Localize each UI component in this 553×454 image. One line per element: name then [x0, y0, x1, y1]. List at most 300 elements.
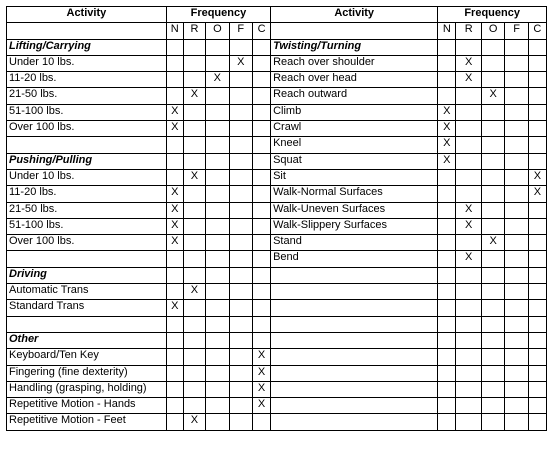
frequency-cell-c	[528, 137, 546, 153]
table-row	[7, 414, 547, 430]
frequency-mark-c: X	[528, 186, 546, 202]
frequency-cell-o	[481, 251, 504, 267]
frequency-cell-n	[438, 332, 456, 348]
frequency-cell-f	[229, 284, 252, 300]
activity-label	[271, 414, 438, 430]
activity-label: Stand	[271, 235, 438, 251]
frequency-cell-o	[481, 121, 504, 137]
frequency-cell-f	[505, 121, 528, 137]
frequency-cell-n	[166, 332, 183, 348]
frequency-cell-n	[438, 218, 456, 234]
activity-label: Fingering (fine dexterity)	[7, 365, 167, 381]
frequency-cell-f	[229, 365, 252, 381]
frequency-cell-c	[252, 332, 270, 348]
frequency-cell-r	[456, 316, 482, 332]
table-row	[7, 137, 547, 153]
frequency-cell-f	[505, 186, 528, 202]
frequency-cell-f	[229, 169, 252, 185]
table-row	[7, 398, 547, 414]
frequency-cell-c	[252, 121, 270, 137]
table-row	[7, 55, 547, 71]
frequency-cell-o	[481, 39, 504, 55]
frequency-cell-f	[229, 202, 252, 218]
frequency-mark-n: X	[166, 235, 183, 251]
frequency-mark-n: X	[438, 104, 456, 120]
frequency-cell-f	[229, 137, 252, 153]
activity-label	[271, 300, 438, 316]
frequency-mark-n: X	[438, 137, 456, 153]
frequency-cell-o	[481, 186, 504, 202]
table-row	[7, 316, 547, 332]
frequency-cell-r	[183, 251, 205, 267]
activity-label: 21-50 lbs.	[7, 88, 167, 104]
frequency-cell-n	[166, 39, 183, 55]
frequency-cell-o	[206, 186, 229, 202]
frequency-cell-c	[528, 55, 546, 71]
freq-col-o-right: O	[481, 23, 504, 39]
frequency-cell-n	[438, 251, 456, 267]
table-row	[7, 349, 547, 365]
frequency-cell-f	[505, 398, 528, 414]
frequency-cell-n	[438, 316, 456, 332]
blank-cell	[7, 23, 167, 39]
frequency-cell-o	[206, 169, 229, 185]
frequency-cell-o	[206, 235, 229, 251]
table-row	[7, 365, 547, 381]
activity-label: Reach over head	[271, 72, 438, 88]
frequency-cell-n	[166, 316, 183, 332]
frequency-cell-r	[183, 104, 205, 120]
frequency-cell-c	[252, 251, 270, 267]
activity-label: Walk-Slippery Surfaces	[271, 218, 438, 234]
frequency-cell-f	[505, 88, 528, 104]
frequency-cell-c	[252, 414, 270, 430]
frequency-cell-c	[252, 202, 270, 218]
activity-label	[7, 137, 167, 153]
frequency-cell-c	[528, 316, 546, 332]
frequency-cell-c	[252, 104, 270, 120]
frequency-cell-f	[505, 332, 528, 348]
frequency-cell-r	[183, 349, 205, 365]
frequency-cell-r	[456, 365, 482, 381]
activity-label: Handling (grasping, holding)	[7, 381, 167, 397]
frequency-cell-c	[528, 235, 546, 251]
frequency-cell-n	[438, 365, 456, 381]
frequency-cell-n	[166, 72, 183, 88]
frequency-mark-r: X	[183, 414, 205, 430]
activity-label	[271, 381, 438, 397]
frequency-cell-r	[183, 218, 205, 234]
frequency-cell-f	[229, 251, 252, 267]
frequency-cell-f	[505, 267, 528, 283]
table-row	[7, 202, 547, 218]
frequency-cell-r	[456, 153, 482, 169]
frequency-cell-o	[481, 284, 504, 300]
activity-label: Climb	[271, 104, 438, 120]
frequency-cell-c	[252, 169, 270, 185]
frequency-cell-o	[481, 300, 504, 316]
frequency-mark-r: X	[456, 72, 482, 88]
table-row	[7, 284, 547, 300]
frequency-cell-c	[252, 267, 270, 283]
frequency-cell-f	[505, 284, 528, 300]
frequency-cell-r	[183, 121, 205, 137]
activity-label: Standard Trans	[7, 300, 167, 316]
frequency-cell-c	[528, 218, 546, 234]
activity-label	[271, 365, 438, 381]
frequency-cell-o	[206, 349, 229, 365]
frequency-mark-r: X	[183, 284, 205, 300]
frequency-cell-f	[229, 104, 252, 120]
freq-col-r-left: R	[183, 23, 205, 39]
activity-label: Repetitive Motion - Feet	[7, 414, 167, 430]
activity-header-left: Activity	[7, 7, 167, 23]
frequency-cell-r	[456, 349, 482, 365]
frequency-mark-c: X	[252, 365, 270, 381]
frequency-cell-o	[481, 55, 504, 71]
frequency-cell-r	[183, 186, 205, 202]
frequency-cell-c	[252, 39, 270, 55]
frequency-cell-r	[183, 267, 205, 283]
activity-label	[271, 332, 438, 348]
frequency-mark-f: X	[229, 55, 252, 71]
frequency-cell-f	[229, 316, 252, 332]
activity-label: 51-100 lbs.	[7, 218, 167, 234]
frequency-cell-o	[481, 218, 504, 234]
frequency-cell-f	[229, 398, 252, 414]
frequency-mark-r: X	[456, 251, 482, 267]
freq-col-c-left: C	[252, 23, 270, 39]
frequency-cell-c	[528, 365, 546, 381]
frequency-mark-o: X	[481, 88, 504, 104]
table-row	[7, 121, 547, 137]
frequency-cell-n	[166, 398, 183, 414]
frequency-mark-c: X	[528, 169, 546, 185]
frequency-cell-f	[505, 414, 528, 430]
frequency-cell-f	[229, 381, 252, 397]
frequency-cell-n	[438, 169, 456, 185]
activity-label: 21-50 lbs.	[7, 202, 167, 218]
frequency-cell-r	[456, 39, 482, 55]
header-row-2	[7, 23, 547, 39]
frequency-cell-c	[528, 121, 546, 137]
frequency-cell-f	[505, 218, 528, 234]
frequency-cell-o	[481, 72, 504, 88]
table-row	[7, 104, 547, 120]
activity-label: Walk-Uneven Surfaces	[271, 202, 438, 218]
frequency-cell-n	[166, 169, 183, 185]
frequency-cell-c	[252, 137, 270, 153]
frequency-cell-r	[183, 316, 205, 332]
frequency-cell-o	[206, 88, 229, 104]
frequency-cell-r	[456, 267, 482, 283]
activity-label: Under 10 lbs.	[7, 55, 167, 71]
frequency-cell-o	[206, 267, 229, 283]
freq-col-f-left: F	[229, 23, 252, 39]
activity-label: Under 10 lbs.	[7, 169, 167, 185]
frequency-cell-c	[252, 218, 270, 234]
frequency-cell-r	[183, 202, 205, 218]
frequency-cell-n	[166, 349, 183, 365]
blank-cell	[271, 23, 438, 39]
frequency-cell-r	[183, 332, 205, 348]
frequency-cell-f	[505, 365, 528, 381]
header-row-1	[7, 7, 547, 23]
frequency-cell-f	[229, 414, 252, 430]
frequency-cell-o	[481, 349, 504, 365]
activity-label: Keyboard/Ten Key	[7, 349, 167, 365]
frequency-cell-f	[505, 72, 528, 88]
activity-label: Crawl	[271, 121, 438, 137]
frequency-mark-n: X	[166, 186, 183, 202]
frequency-mark-r: X	[456, 55, 482, 71]
freq-col-c-right: C	[528, 23, 546, 39]
frequency-cell-n	[438, 349, 456, 365]
frequency-cell-f	[229, 332, 252, 348]
frequency-cell-o	[206, 284, 229, 300]
frequency-mark-n: X	[438, 153, 456, 169]
activity-label	[271, 267, 438, 283]
freq-col-o-left: O	[206, 23, 229, 39]
frequency-cell-n	[438, 39, 456, 55]
frequency-cell-c	[252, 153, 270, 169]
activity-label: Repetitive Motion - Hands	[7, 398, 167, 414]
frequency-cell-r	[183, 39, 205, 55]
frequency-mark-o: X	[481, 235, 504, 251]
table-row	[7, 39, 547, 55]
frequency-cell-c	[252, 284, 270, 300]
activity-label: Squat	[271, 153, 438, 169]
frequency-cell-c	[528, 332, 546, 348]
frequency-cell-n	[166, 381, 183, 397]
frequency-cell-n	[166, 414, 183, 430]
freq-col-n-right: N	[438, 23, 456, 39]
table-row	[7, 332, 547, 348]
frequency-cell-o	[206, 218, 229, 234]
table-body	[7, 7, 547, 431]
frequency-cell-c	[528, 251, 546, 267]
frequency-mark-n: X	[166, 121, 183, 137]
table-row	[7, 235, 547, 251]
frequency-cell-o	[481, 316, 504, 332]
frequency-cell-n	[166, 153, 183, 169]
frequency-cell-r	[183, 398, 205, 414]
frequency-cell-c	[528, 39, 546, 55]
frequency-cell-f	[505, 349, 528, 365]
frequency-cell-c	[252, 55, 270, 71]
frequency-cell-f	[505, 235, 528, 251]
frequency-cell-o	[206, 153, 229, 169]
freq-col-f-right: F	[505, 23, 528, 39]
frequency-cell-n	[166, 137, 183, 153]
frequency-cell-o	[481, 169, 504, 185]
frequency-cell-c	[528, 381, 546, 397]
frequency-cell-o	[481, 332, 504, 348]
frequency-cell-f	[229, 88, 252, 104]
frequency-mark-r: X	[456, 202, 482, 218]
frequency-cell-o	[481, 414, 504, 430]
frequency-mark-r: X	[183, 169, 205, 185]
frequency-cell-o	[206, 316, 229, 332]
frequency-mark-c: X	[252, 349, 270, 365]
frequency-mark-n: X	[166, 300, 183, 316]
frequency-cell-c	[528, 414, 546, 430]
frequency-mark-n: X	[166, 218, 183, 234]
activity-label: Walk-Normal Surfaces	[271, 186, 438, 202]
frequency-cell-f	[505, 104, 528, 120]
frequency-cell-n	[438, 300, 456, 316]
activity-label	[7, 316, 167, 332]
frequency-cell-o	[206, 39, 229, 55]
frequency-cell-f	[229, 153, 252, 169]
activity-label: Automatic Trans	[7, 284, 167, 300]
frequency-cell-f	[505, 169, 528, 185]
frequency-cell-r	[183, 381, 205, 397]
frequency-cell-o	[481, 365, 504, 381]
frequency-cell-o	[481, 153, 504, 169]
frequency-cell-r	[183, 72, 205, 88]
freq-col-n-left: N	[166, 23, 183, 39]
frequency-cell-n	[166, 365, 183, 381]
frequency-cell-r	[183, 137, 205, 153]
frequency-cell-r	[183, 55, 205, 71]
frequency-cell-r	[456, 186, 482, 202]
section-heading: Other	[7, 332, 167, 348]
frequency-cell-n	[166, 267, 183, 283]
table-row	[7, 153, 547, 169]
frequency-cell-o	[481, 202, 504, 218]
frequency-cell-c	[252, 88, 270, 104]
frequency-mark-r: X	[456, 218, 482, 234]
activity-label: Reach outward	[271, 88, 438, 104]
section-heading: Pushing/Pulling	[7, 153, 167, 169]
frequency-cell-f	[229, 300, 252, 316]
frequency-cell-c	[528, 88, 546, 104]
frequency-cell-c	[252, 235, 270, 251]
frequency-cell-n	[438, 202, 456, 218]
activity-label: 11-20 lbs.	[7, 186, 167, 202]
frequency-cell-c	[528, 153, 546, 169]
frequency-header-right: Frequency	[438, 7, 547, 23]
frequency-cell-o	[206, 414, 229, 430]
frequency-cell-r	[456, 169, 482, 185]
section-heading: Lifting/Carrying	[7, 39, 167, 55]
table-row	[7, 72, 547, 88]
frequency-cell-f	[505, 300, 528, 316]
activity-label: Sit	[271, 169, 438, 185]
frequency-cell-o	[481, 398, 504, 414]
frequency-cell-r	[456, 284, 482, 300]
frequency-mark-n: X	[166, 202, 183, 218]
frequency-cell-n	[438, 284, 456, 300]
frequency-cell-o	[481, 267, 504, 283]
frequency-header-left: Frequency	[166, 7, 270, 23]
table-row	[7, 300, 547, 316]
frequency-cell-f	[229, 121, 252, 137]
activity-label: Over 100 lbs.	[7, 235, 167, 251]
table-row	[7, 381, 547, 397]
frequency-mark-n: X	[438, 121, 456, 137]
frequency-cell-f	[505, 316, 528, 332]
frequency-cell-r	[183, 365, 205, 381]
table-row	[7, 267, 547, 283]
frequency-cell-f	[505, 137, 528, 153]
frequency-cell-f	[505, 202, 528, 218]
frequency-cell-f	[505, 381, 528, 397]
freq-col-r-right: R	[456, 23, 482, 39]
table-row	[7, 169, 547, 185]
frequency-cell-c	[252, 186, 270, 202]
frequency-cell-n	[438, 381, 456, 397]
frequency-cell-r	[183, 153, 205, 169]
frequency-cell-r	[456, 235, 482, 251]
frequency-cell-c	[528, 267, 546, 283]
frequency-cell-n	[438, 414, 456, 430]
frequency-cell-f	[505, 55, 528, 71]
frequency-cell-r	[456, 121, 482, 137]
frequency-cell-o	[206, 381, 229, 397]
activity-header-right: Activity	[271, 7, 438, 23]
frequency-cell-r	[456, 398, 482, 414]
frequency-cell-o	[206, 202, 229, 218]
frequency-cell-o	[481, 137, 504, 153]
frequency-cell-n	[438, 88, 456, 104]
activity-label	[271, 398, 438, 414]
frequency-cell-r	[456, 104, 482, 120]
frequency-cell-c	[252, 316, 270, 332]
table-row	[7, 218, 547, 234]
frequency-cell-c	[528, 398, 546, 414]
table-row	[7, 251, 547, 267]
frequency-cell-r	[183, 235, 205, 251]
section-heading: Twisting/Turning	[271, 39, 438, 55]
frequency-cell-r	[456, 414, 482, 430]
frequency-cell-c	[528, 202, 546, 218]
frequency-cell-f	[229, 72, 252, 88]
frequency-cell-r	[456, 300, 482, 316]
activity-label: 51-100 lbs.	[7, 104, 167, 120]
frequency-cell-c	[528, 284, 546, 300]
frequency-cell-r	[456, 88, 482, 104]
frequency-mark-c: X	[252, 398, 270, 414]
section-heading: Driving	[7, 267, 167, 283]
table-row	[7, 88, 547, 104]
frequency-cell-n	[438, 398, 456, 414]
frequency-cell-o	[206, 332, 229, 348]
frequency-cell-o	[206, 104, 229, 120]
frequency-cell-n	[166, 55, 183, 71]
frequency-cell-n	[166, 88, 183, 104]
frequency-mark-n: X	[166, 104, 183, 120]
frequency-cell-o	[206, 121, 229, 137]
frequency-mark-r: X	[183, 88, 205, 104]
activity-label: Over 100 lbs.	[7, 121, 167, 137]
frequency-cell-o	[481, 381, 504, 397]
activity-label	[271, 349, 438, 365]
activity-label	[271, 284, 438, 300]
frequency-cell-o	[206, 398, 229, 414]
frequency-cell-o	[206, 55, 229, 71]
frequency-cell-c	[528, 300, 546, 316]
frequency-cell-r	[456, 332, 482, 348]
physical-demands-table	[6, 6, 547, 431]
frequency-cell-r	[456, 381, 482, 397]
activity-label: Kneel	[271, 137, 438, 153]
frequency-cell-f	[229, 235, 252, 251]
frequency-mark-c: X	[252, 381, 270, 397]
frequency-cell-c	[528, 72, 546, 88]
frequency-cell-f	[505, 39, 528, 55]
